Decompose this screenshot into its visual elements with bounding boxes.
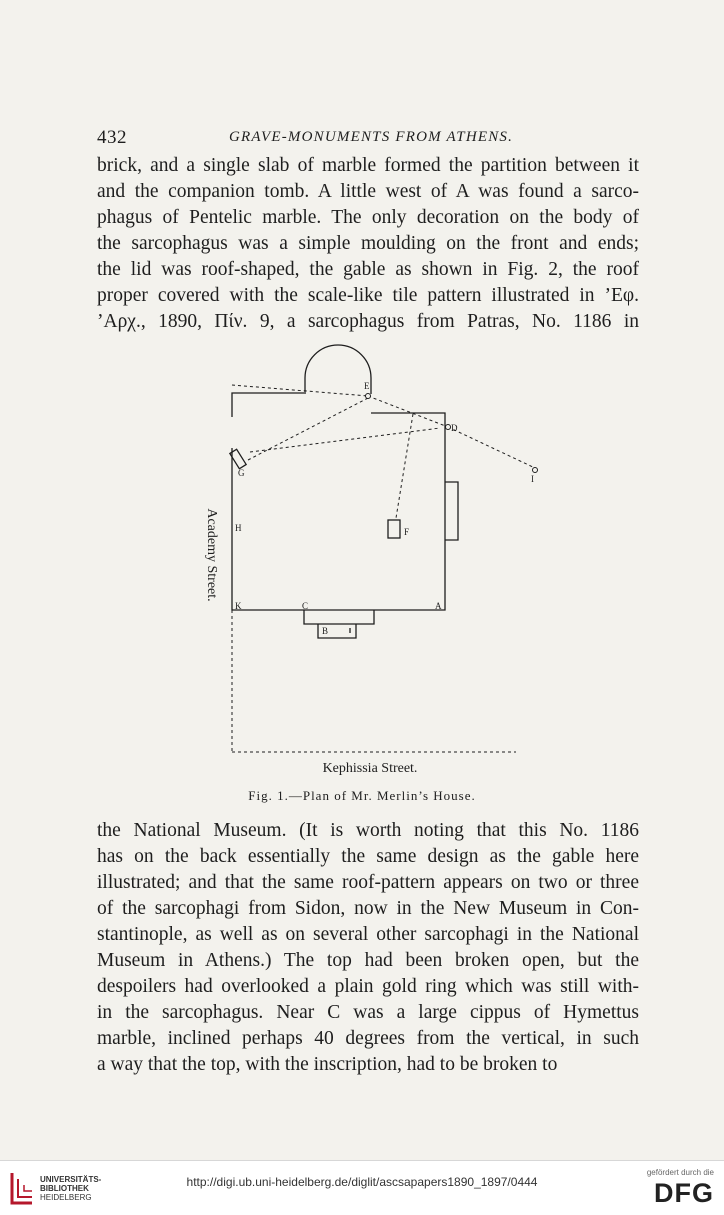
- dfg-logo: DFG: [654, 1178, 714, 1208]
- dashed-line-e-d: [368, 396, 448, 427]
- label-E: E: [364, 381, 370, 391]
- annex-south: [304, 610, 374, 624]
- text-line: a way that the top, with the inscription, had to be broken to: [97, 1054, 558, 1075]
- library-line-1: UNIVERSITÄTS-: [40, 1175, 102, 1184]
- page-number: 432: [97, 127, 127, 148]
- digitization-footer: [0, 1160, 724, 1215]
- label-F: F: [404, 527, 410, 537]
- figure-caption: Fig. 1.—Plan of Mr. Merlin’s House.: [248, 788, 476, 803]
- dashed-line-top: [232, 385, 368, 396]
- label-A: A: [435, 601, 442, 611]
- label-D: D: [451, 423, 458, 433]
- text-line: the sarcophagus was a simple moulding on the front and ends;: [97, 233, 639, 254]
- apse-outline: [305, 345, 371, 394]
- library-line-2: BIBLIOTHEK: [40, 1184, 89, 1193]
- annex-east: [445, 482, 458, 540]
- label-B: B: [322, 626, 329, 636]
- permalink-url[interactable]: http://digi.ub.uni-heidelberg.de/diglit/ascsapapers1890_1897/0444: [186, 1175, 538, 1189]
- funding-note: gefördert durch die: [646, 1168, 714, 1177]
- label-G: G: [238, 468, 245, 478]
- text-line: the lid was roof-shaped, the gable as shown in Fig. 2, the roof: [97, 259, 639, 280]
- library-line-3: HEIDELBERG: [40, 1193, 92, 1202]
- object-F: [388, 520, 400, 538]
- text-line: despoilers had overlooked a plain gold ring which was still with-: [97, 976, 639, 997]
- text-line: stantinople, as well as on several other sarcophagi in the National: [97, 924, 639, 945]
- text-line: marble, inclined perhaps 40 degrees from the vertical, in such: [97, 1028, 639, 1049]
- label-I: I: [531, 474, 534, 484]
- text-line: in the sarcophagus. Near C was a large cippus of Hymettus: [97, 1002, 639, 1023]
- text-line: proper covered with the scale-like tile pattern illustrated in ’Εφ.: [97, 285, 639, 306]
- dashed-line-to-f: [396, 414, 413, 518]
- dashed-line-g-e: [248, 398, 368, 460]
- dashed-line-g-d: [250, 428, 440, 452]
- kephissia-street-label: Kephissia Street.: [322, 761, 418, 776]
- text-line: ’Αρχ., 1890, Πίν. 9, a sarcophagus from Patras, No. 1186 in: [97, 311, 639, 332]
- point-D-marker: [446, 425, 451, 430]
- text-line: phagus of Pentelic marble. The only decoration on the body of: [97, 207, 639, 228]
- wall-outline: [232, 413, 445, 610]
- label-H: H: [235, 523, 242, 533]
- text-line: of the sarcophagi from Sidon, now in the New Museum in Con-: [97, 898, 639, 919]
- text-line: illustrated; and that the same roof-pattern appears on two or three: [97, 872, 639, 893]
- point-I-marker: [533, 468, 538, 473]
- text-line: and the companion tomb. A little west of A was found a sarco-: [97, 181, 639, 202]
- text-line: brick, and a single slab of marble formed the partition between it: [97, 155, 639, 176]
- text-line: has on the back essentially the same design as the gable here: [97, 846, 639, 867]
- dashed-line-d-i: [448, 427, 535, 468]
- wall-top-left: [232, 393, 304, 417]
- label-K: K: [235, 601, 242, 611]
- academy-street-label: Academy Street.: [204, 508, 219, 602]
- paragraph-bottom: [97, 818, 639, 1078]
- text-line: the National Museum. (It is worth noting that this No. 1186: [97, 820, 639, 841]
- text-line: Museum in Athens.) The top had been broken open, but the: [97, 950, 639, 971]
- label-C: C: [302, 601, 309, 611]
- running-title: GRAVE-MONUMENTS FROM ATHENS.: [229, 129, 514, 145]
- point-E-marker: [366, 394, 371, 399]
